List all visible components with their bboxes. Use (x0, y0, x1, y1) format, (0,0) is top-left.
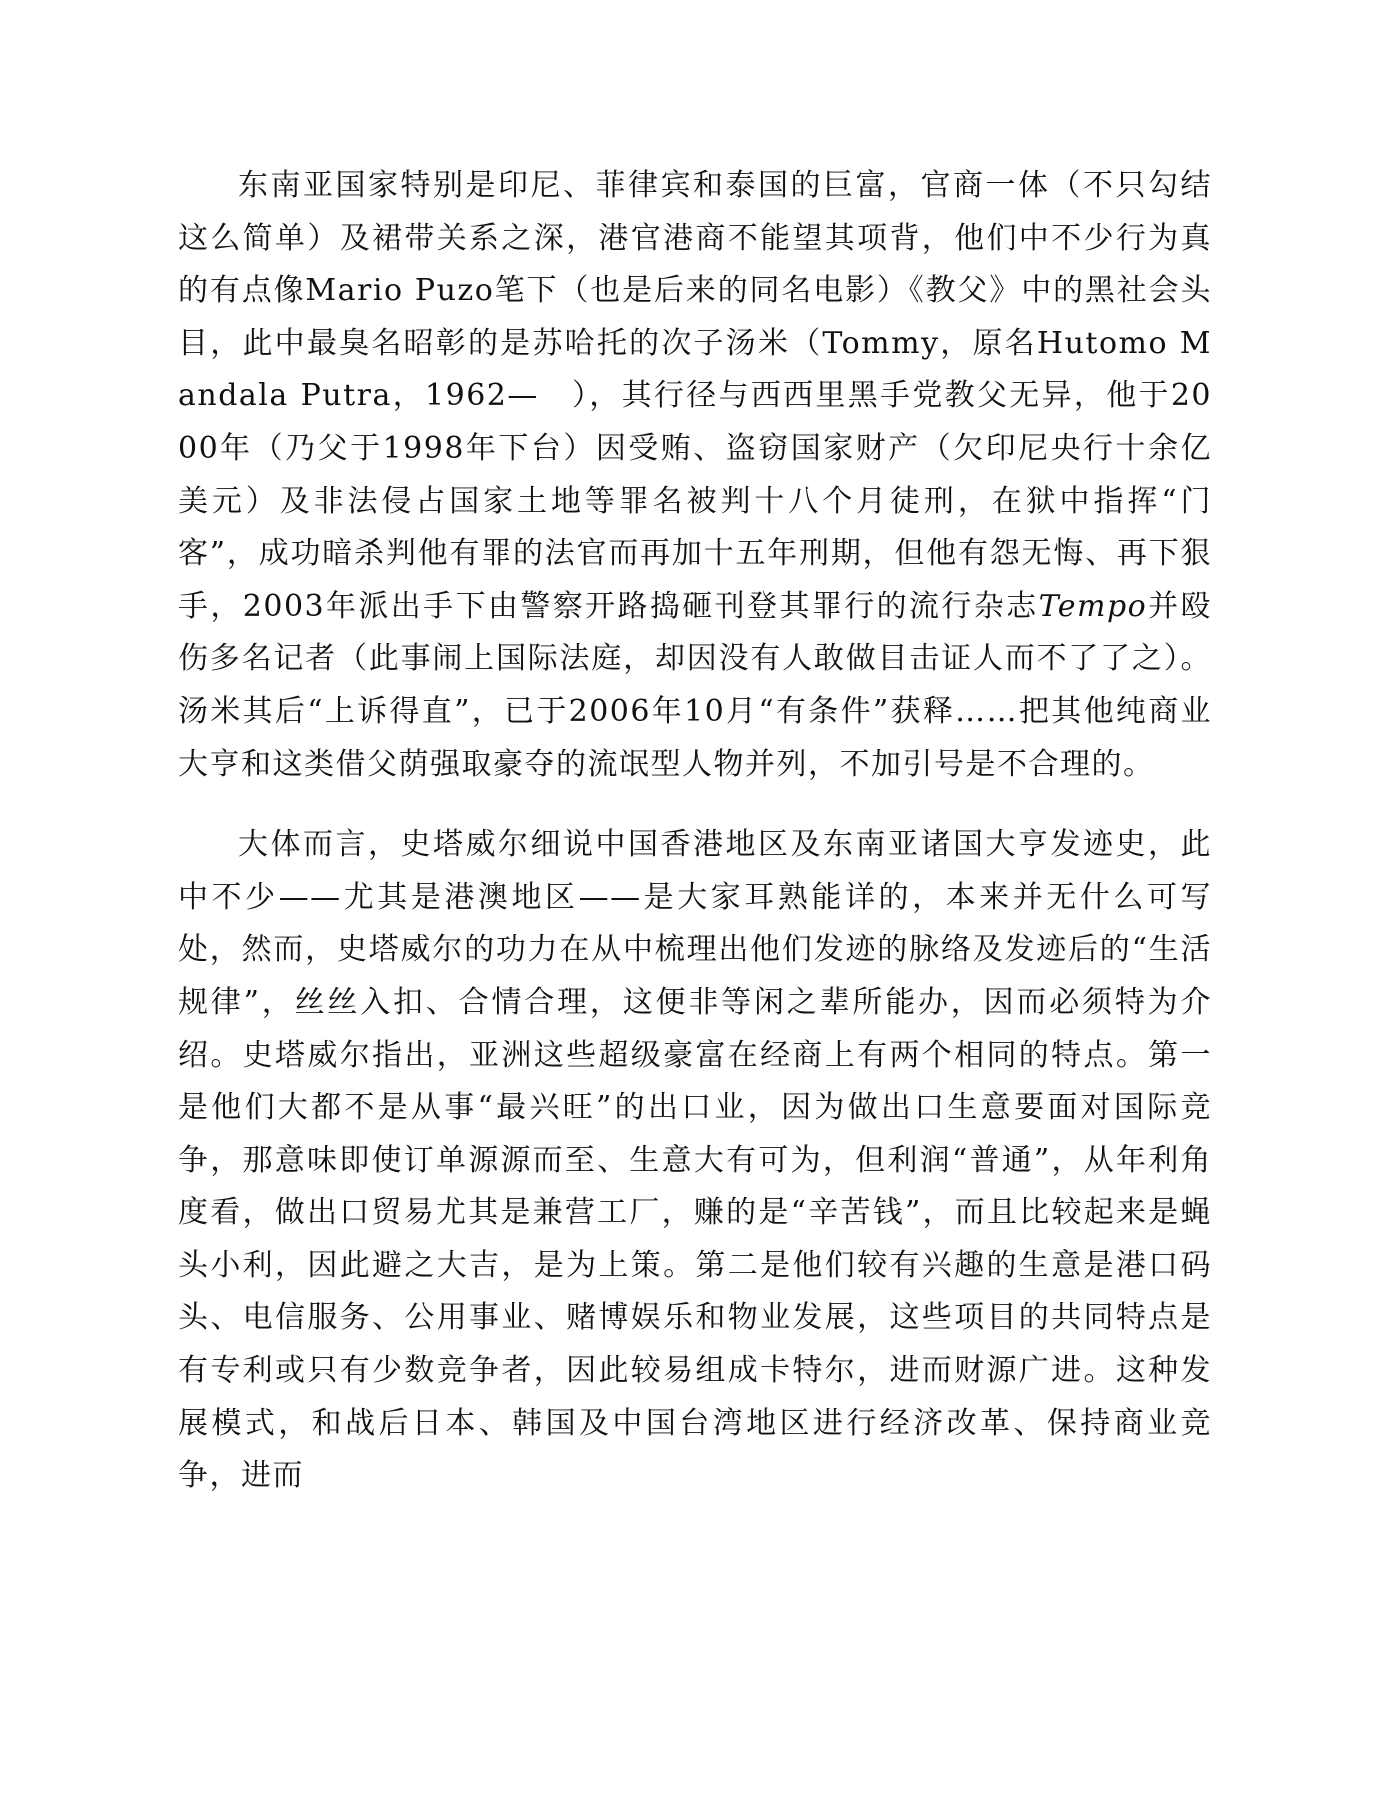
paragraph-2-text: 大体而言，史塔威尔细说中国香港地区及东南亚诸国大亨发迹史，此中不少——尤其是港澳地区——是大家耳熟能详的，本来并无什么可写处，然而，史塔威尔的功力在从中梳理出他们发迹的脉络及发迹后的“生活规律”，丝丝入扣、合情合理，这便非等闲之辈所能办，因而必须特为介绍。史塔威尔指出，亚洲这些超级豪富在经商上有两个相同的特点。第一是他们大都不是从事“最兴旺”的出口业，因为做出口生意要面对国际竞争，那意味即使订单源源而至、生意大有可为，但利润“普通”，从年利角度看，做出口贸易尤其是兼营工厂，赚的是“辛苦钱”，而且比较起来是蝇头小利，因此避之大吉，是为上策。第二是他们较有兴趣的生意是港口码头、电信服务、公用事业、赌博娱乐和物业发展，这些项目的共同特点是有专利或只有少数竞争者，因此较易组成卡特尔，进而财源广进。这种发展模式，和战后日本、韩国及中国台湾地区进行经济改革、保持商业竞争，进而 (178, 827, 1212, 1494)
document-page (178, 160, 1212, 1503)
paragraph-2 (178, 819, 1212, 1503)
paragraph-1-text-b: 并殴伤多名记者（此事闹上国际法庭，却因没有人敢做目击证人而不了了之）。汤米其后“上诉得直”，已于2006年10月“有条件”获释……把其他纯商业大亨和这类借父荫强取豪夺的流氓型人物并列，不加引号是不合理的。 (178, 588, 1212, 782)
paragraph-1-text-a: 东南亚国家特别是印尼、菲律宾和泰国的巨富，官商一体（不只勾结这么简单）及裙带关系之深，港官港商不能望其项背，他们中不少行为真的有点像Mario Puzo笔下（也是后来的同名电影）《教父》中的黑社会头目，此中最臭名昭彰的是苏哈托的次子汤米（Tommy，原名Hutomo Mandala Putra，1962— ），其行径与西西里黑手党教父无异，他于2000年（乃父于1998年下台）因受贿、盗窃国家财产（欠印尼央行十余亿美元）及非法侵占国家土地等罪名被判十八个月徒刑，在狱中指挥“门客”，成功暗杀判他有罪的法官而再加十五年刑期，但他有怨无悔、再下狠手，2003年派出手下由警察开路捣砸刊登其罪行的流行杂志 (178, 168, 1212, 624)
paragraph-1 (178, 160, 1212, 791)
magazine-title-tempo: Tempo (1038, 588, 1148, 624)
